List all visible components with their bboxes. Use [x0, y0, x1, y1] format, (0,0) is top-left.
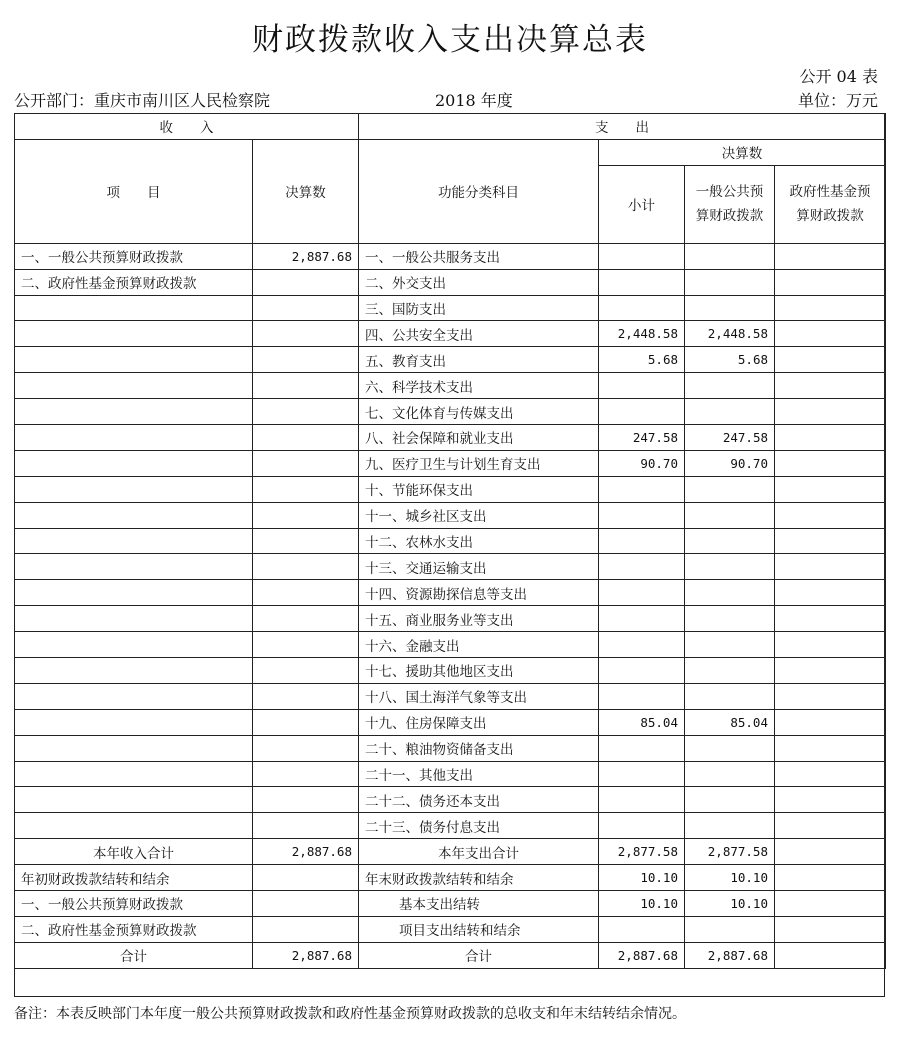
income-amount-cell: 2,887.68	[253, 942, 359, 968]
subtotal-cell	[599, 683, 685, 709]
page-title: 财政拨款收入支出决算总表	[252, 22, 648, 58]
table-row	[15, 761, 886, 787]
table-row	[15, 658, 886, 684]
expense-item-cell: 六、科学技术支出	[359, 373, 599, 399]
income-amount-cell	[253, 321, 359, 347]
income-amount-cell	[253, 425, 359, 451]
gov-fund-cell	[775, 425, 886, 451]
expense-item-cell: 七、文化体育与传媒支出	[359, 399, 599, 425]
general-budget-cell	[685, 373, 775, 399]
footnote: 备注：本表反映部门本年度一般公共预算财政拨款和政府性基金预算财政拨款的总收支和年末结转结余情况。	[14, 1006, 686, 1022]
income-amount-cell	[253, 916, 359, 942]
income-item-cell	[15, 632, 253, 658]
amount-header: 决算数	[253, 139, 359, 243]
income-amount-cell	[253, 580, 359, 606]
subtotal-cell: 2,887.68	[599, 942, 685, 968]
table-row	[15, 683, 886, 709]
subtotal-cell: 10.10	[599, 891, 685, 917]
income-item-cell	[15, 528, 253, 554]
general-budget-cell	[685, 658, 775, 684]
income-item-cell: 一、一般公共预算财政拨款	[15, 891, 253, 917]
income-amount-cell	[253, 528, 359, 554]
income-item-cell	[15, 399, 253, 425]
summary-row	[15, 839, 886, 865]
general-budget-header: 一般公共预算财政拨款	[685, 165, 775, 243]
expense-item-cell: 合计	[359, 942, 599, 968]
income-item-cell	[15, 735, 253, 761]
income-item-cell	[15, 813, 253, 839]
general-budget-cell: 10.10	[685, 891, 775, 917]
expense-item-cell: 年末财政拨款结转和结余	[359, 865, 599, 891]
final-amount-header: 决算数	[599, 139, 886, 165]
table-row	[15, 269, 886, 295]
income-item-cell	[15, 554, 253, 580]
subtotal-cell	[599, 813, 685, 839]
general-budget-cell	[685, 554, 775, 580]
gov-fund-cell	[775, 709, 886, 735]
gov-fund-cell	[775, 735, 886, 761]
income-header: 收 入	[15, 114, 359, 140]
department: 公开部门：重庆市南川区人民检察院	[14, 91, 271, 110]
general-budget-cell: 2,887.68	[685, 942, 775, 968]
gov-fund-cell	[775, 580, 886, 606]
general-budget-cell	[685, 399, 775, 425]
expense-header: 支 出	[359, 114, 886, 140]
subtotal-cell	[599, 528, 685, 554]
income-item-cell: 二、政府性基金预算财政拨款	[15, 269, 253, 295]
subtotal-cell: 85.04	[599, 709, 685, 735]
subtotal-cell: 2,448.58	[599, 321, 685, 347]
general-budget-cell	[685, 761, 775, 787]
general-budget-cell: 2,877.58	[685, 839, 775, 865]
expense-item-cell: 二十二、债务还本支出	[359, 787, 599, 813]
general-budget-cell: 90.70	[685, 450, 775, 476]
subtotal-cell	[599, 787, 685, 813]
expense-item-cell: 十八、国土海洋气象等支出	[359, 683, 599, 709]
table-row	[15, 321, 886, 347]
subtotal-cell	[599, 916, 685, 942]
income-item-cell: 年初财政拨款结转和结余	[15, 865, 253, 891]
income-amount-cell	[253, 865, 359, 891]
general-budget-cell: 10.10	[685, 865, 775, 891]
table-row	[15, 813, 886, 839]
gov-fund-cell	[775, 813, 886, 839]
table-row	[15, 606, 886, 632]
subtotal-cell	[599, 554, 685, 580]
income-item-cell	[15, 321, 253, 347]
gov-fund-cell	[775, 269, 886, 295]
subtotal-cell	[599, 658, 685, 684]
subtotal-cell: 5.68	[599, 347, 685, 373]
subtotal-cell	[599, 373, 685, 399]
general-budget-cell	[685, 632, 775, 658]
expense-item-cell: 二十一、其他支出	[359, 761, 599, 787]
subtotal-cell	[599, 476, 685, 502]
general-budget-cell	[685, 295, 775, 321]
expense-item-cell: 十六、金融支出	[359, 632, 599, 658]
subtotal-cell	[599, 399, 685, 425]
gov-fund-cell	[775, 528, 886, 554]
income-item-cell	[15, 450, 253, 476]
income-amount-cell	[253, 502, 359, 528]
table-row	[15, 476, 886, 502]
table-row	[15, 399, 886, 425]
general-budget-cell	[685, 606, 775, 632]
income-amount-cell	[253, 813, 359, 839]
income-amount-cell	[253, 761, 359, 787]
table-row	[15, 709, 886, 735]
gov-fund-header: 政府性基金预算财政拨款	[775, 165, 886, 243]
expense-item-cell: 十四、资源勘探信息等支出	[359, 580, 599, 606]
income-amount-cell	[253, 606, 359, 632]
gov-fund-cell	[775, 865, 886, 891]
income-amount-cell	[253, 735, 359, 761]
income-amount-cell	[253, 269, 359, 295]
table-row	[15, 735, 886, 761]
table-row	[15, 373, 886, 399]
table-row	[15, 425, 886, 451]
table-row	[15, 450, 886, 476]
meta-line	[14, 88, 878, 112]
gov-fund-cell	[775, 450, 886, 476]
expense-item-cell: 一、一般公共服务支出	[359, 243, 599, 269]
gov-fund-cell	[775, 787, 886, 813]
general-budget-cell	[685, 813, 775, 839]
subtotal-cell	[599, 606, 685, 632]
income-amount-cell	[253, 709, 359, 735]
expense-item-cell: 二十三、债务付息支出	[359, 813, 599, 839]
income-item-cell: 合计	[15, 942, 253, 968]
general-budget-cell: 2,448.58	[685, 321, 775, 347]
income-amount-cell	[253, 787, 359, 813]
income-amount-cell	[253, 347, 359, 373]
unit: 单位：万元	[797, 91, 878, 110]
expense-item-cell: 基本支出结转	[359, 891, 599, 917]
subtotal-cell	[599, 502, 685, 528]
subtotal-cell	[599, 269, 685, 295]
table-row	[15, 580, 886, 606]
table-row	[15, 787, 886, 813]
expense-item-cell: 四、公共安全支出	[359, 321, 599, 347]
expense-item-cell: 三、国防支出	[359, 295, 599, 321]
gov-fund-cell	[775, 683, 886, 709]
income-item-cell	[15, 347, 253, 373]
income-amount-cell	[253, 476, 359, 502]
gov-fund-cell	[775, 606, 886, 632]
subtotal-cell	[599, 735, 685, 761]
gov-fund-cell	[775, 839, 886, 865]
income-item-cell	[15, 373, 253, 399]
gov-fund-cell	[775, 502, 886, 528]
income-item-cell	[15, 787, 253, 813]
expense-item-cell: 项目支出结转和结余	[359, 916, 599, 942]
expense-item-cell: 十三、交通运输支出	[359, 554, 599, 580]
table-row	[15, 502, 886, 528]
general-budget-cell	[685, 787, 775, 813]
income-item-cell	[15, 580, 253, 606]
general-budget-cell	[685, 476, 775, 502]
income-amount-cell: 2,887.68	[253, 243, 359, 269]
expense-item-cell: 十五、商业服务业等支出	[359, 606, 599, 632]
subtotal-cell: 2,877.58	[599, 839, 685, 865]
table-row	[15, 347, 886, 373]
income-amount-cell	[253, 683, 359, 709]
income-item-cell	[15, 761, 253, 787]
gov-fund-cell	[775, 632, 886, 658]
income-amount-cell	[253, 554, 359, 580]
general-budget-cell: 247.58	[685, 425, 775, 451]
general-budget-cell	[685, 683, 775, 709]
general-budget-cell	[685, 580, 775, 606]
income-item-cell	[15, 295, 253, 321]
subtotal-cell: 90.70	[599, 450, 685, 476]
income-amount-cell	[253, 891, 359, 917]
income-amount-cell	[253, 632, 359, 658]
budget-table	[14, 113, 886, 969]
income-item-cell	[15, 683, 253, 709]
subtotal-cell: 247.58	[599, 425, 685, 451]
general-budget-cell: 5.68	[685, 347, 775, 373]
gov-fund-cell	[775, 658, 886, 684]
expense-item-cell: 本年支出合计	[359, 839, 599, 865]
income-amount-cell	[253, 658, 359, 684]
gov-fund-cell	[775, 554, 886, 580]
income-amount-cell: 2,887.68	[253, 839, 359, 865]
table-row	[15, 528, 886, 554]
expense-item-cell: 十、节能环保支出	[359, 476, 599, 502]
table-row	[15, 243, 886, 269]
summary-row	[15, 942, 886, 968]
subtotal-cell	[599, 632, 685, 658]
expense-item-cell: 二十、粮油物资储备支出	[359, 735, 599, 761]
general-budget-cell	[685, 502, 775, 528]
form-number: 公开 04 表	[799, 67, 878, 86]
expense-item-cell: 十二、农林水支出	[359, 528, 599, 554]
subtotal-cell	[599, 580, 685, 606]
subtotal-header: 小计	[599, 165, 685, 243]
income-amount-cell	[253, 450, 359, 476]
gov-fund-cell	[775, 243, 886, 269]
expense-item-cell: 二、外交支出	[359, 269, 599, 295]
gov-fund-cell	[775, 295, 886, 321]
expense-item-cell: 九、医疗卫生与计划生育支出	[359, 450, 599, 476]
table-row	[15, 295, 886, 321]
gov-fund-cell	[775, 347, 886, 373]
subtotal-cell	[599, 295, 685, 321]
table-row	[15, 632, 886, 658]
income-item-cell	[15, 658, 253, 684]
table-row	[15, 554, 886, 580]
income-amount-cell	[253, 399, 359, 425]
expense-item-cell: 八、社会保障和就业支出	[359, 425, 599, 451]
expense-item-cell: 十九、住房保障支出	[359, 709, 599, 735]
income-item-cell	[15, 709, 253, 735]
income-item-cell	[15, 476, 253, 502]
general-budget-cell	[685, 916, 775, 942]
gov-fund-cell	[775, 321, 886, 347]
gov-fund-cell	[775, 761, 886, 787]
summary-row	[15, 891, 886, 917]
item-header: 项 目	[15, 139, 253, 243]
income-item-cell: 一、一般公共预算财政拨款	[15, 243, 253, 269]
income-amount-cell	[253, 373, 359, 399]
gov-fund-cell	[775, 916, 886, 942]
summary-row	[15, 916, 886, 942]
general-budget-cell	[685, 528, 775, 554]
expense-item-cell: 十一、城乡社区支出	[359, 502, 599, 528]
income-item-cell	[15, 425, 253, 451]
income-item-cell	[15, 606, 253, 632]
gov-fund-cell	[775, 942, 886, 968]
expense-item-cell: 十七、援助其他地区支出	[359, 658, 599, 684]
func-subject-header: 功能分类科目	[359, 139, 599, 243]
subtotal-cell: 10.10	[599, 865, 685, 891]
general-budget-cell: 85.04	[685, 709, 775, 735]
general-budget-cell	[685, 269, 775, 295]
gov-fund-cell	[775, 476, 886, 502]
gov-fund-cell	[775, 891, 886, 917]
income-item-cell	[15, 502, 253, 528]
gov-fund-cell	[775, 373, 886, 399]
gov-fund-cell	[775, 399, 886, 425]
expense-item-cell: 五、教育支出	[359, 347, 599, 373]
income-item-cell: 二、政府性基金预算财政拨款	[15, 916, 253, 942]
income-item-cell: 本年收入合计	[15, 839, 253, 865]
fiscal-year: 2018 年度	[435, 91, 513, 110]
summary-row	[15, 865, 886, 891]
general-budget-cell	[685, 735, 775, 761]
subtotal-cell	[599, 243, 685, 269]
subtotal-cell	[599, 761, 685, 787]
income-amount-cell	[253, 295, 359, 321]
general-budget-cell	[685, 243, 775, 269]
